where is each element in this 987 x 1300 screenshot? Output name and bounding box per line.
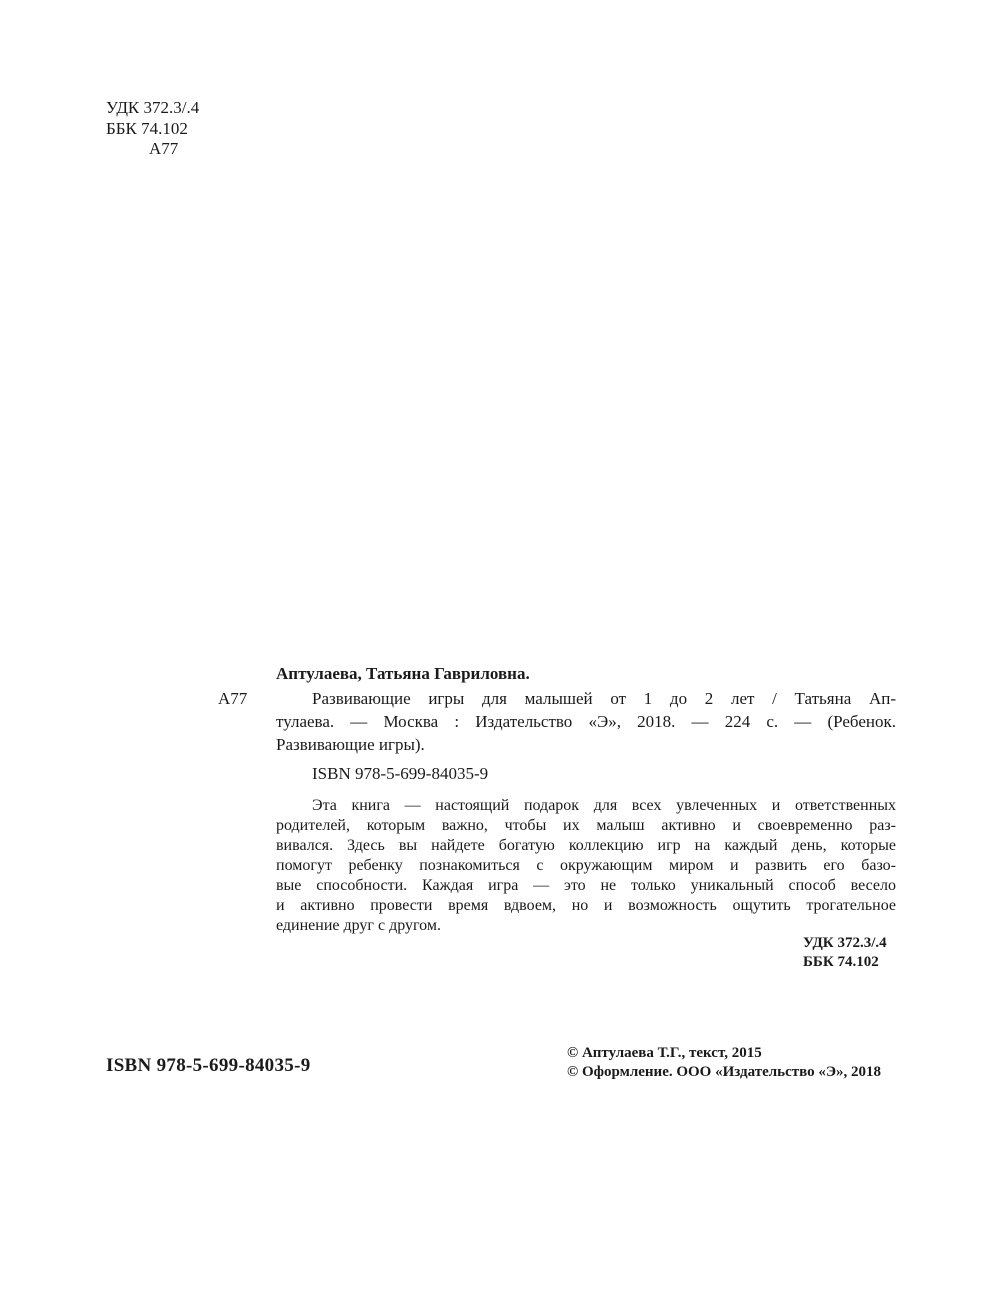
annotation-line: вые способности. Каждая игра — это не только уникальный способ весело	[276, 877, 896, 894]
record-author-mark: А77	[218, 689, 248, 708]
annotation-line: и активно провести время вдвоем, но и возможность ощутить трогательное	[276, 897, 896, 914]
annotation-line: Эта книга — настоящий подарок для всех увлеченных и ответственных	[312, 797, 896, 814]
description-line: Развивающие игры).	[276, 735, 425, 754]
top-udk-code: УДК 372.3/.4	[106, 98, 200, 117]
annotation-line: помогут ребенку познакомиться с окружающим миром и развить его базо-	[276, 857, 896, 874]
description-line: тулаева. — Москва : Издательство «Э», 2018. — 224 с. — (Ребенок.	[276, 712, 896, 731]
copyright-design-line: © Оформление. ООО «Издательство «Э», 2018	[567, 1064, 882, 1080]
description-line: Развивающие игры для малышей от 1 до 2 лет / Татьяна Ап-	[312, 689, 896, 708]
record-isbn: ISBN 978-5-699-84035-9	[312, 764, 489, 783]
footer-isbn: ISBN 978-5-699-84035-9	[106, 1055, 311, 1076]
record-udk-code: УДК 372.3/.4	[803, 935, 887, 951]
annotation-line: единение друг с другом.	[276, 917, 441, 934]
annotation-line: вивался. Здесь вы найдете богатую коллекцию игр на каждый день, которые	[276, 837, 896, 854]
record-bbk-code: ББК 74.102	[803, 954, 879, 970]
annotation-line: родителей, которым важно, чтобы их малыш активно и своевременно раз-	[276, 817, 896, 834]
author-heading: Аптулаева, Татьяна Гавриловна.	[276, 664, 530, 683]
copyright-text-line: © Аптулаева Т.Г., текст, 2015	[567, 1045, 762, 1061]
top-bbk-code: ББК 74.102	[106, 119, 188, 138]
top-author-mark: А77	[149, 139, 179, 158]
